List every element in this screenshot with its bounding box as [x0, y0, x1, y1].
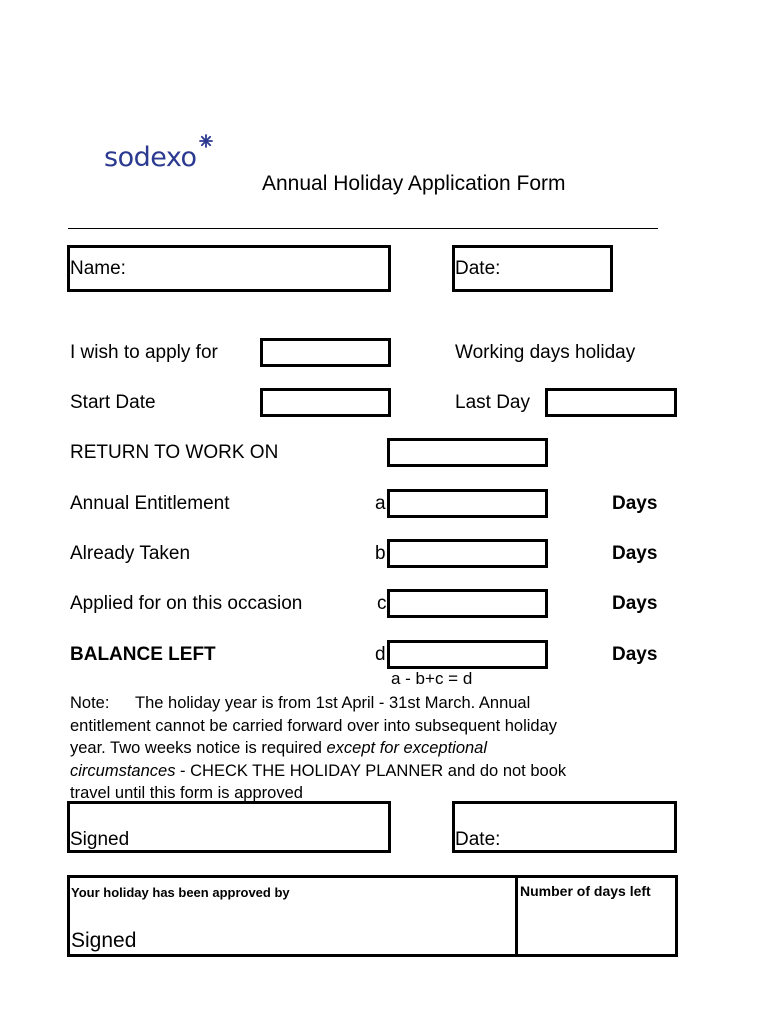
- letter-c: c: [377, 593, 387, 614]
- applied-for-input[interactable]: [387, 589, 548, 618]
- return-date-input[interactable]: [387, 438, 548, 467]
- return-to-work-label: RETURN TO WORK ON: [70, 442, 279, 463]
- note-prefix: Note:: [70, 694, 110, 712]
- letter-a: a: [375, 493, 386, 514]
- letter-d: d: [375, 644, 386, 665]
- formula-text: a - b+c = d: [391, 669, 473, 688]
- days-unit-a: Days: [612, 493, 658, 514]
- signature-date-label: Date:: [455, 829, 501, 850]
- name-label: Name:: [70, 258, 126, 279]
- working-days-label: Working days holiday: [455, 342, 636, 363]
- holiday-note: [70, 692, 590, 805]
- days-left-label: Number of days left: [520, 883, 651, 899]
- form-title: Annual Holiday Application Form: [262, 172, 566, 195]
- approval-divider: [515, 875, 518, 957]
- days-unit-d: Days: [612, 644, 658, 665]
- balance-left-input[interactable]: [387, 640, 548, 669]
- approved-by-label: Your holiday has been approved by: [71, 885, 290, 900]
- balance-left-label: BALANCE LEFT: [70, 644, 216, 665]
- last-day-input[interactable]: [545, 388, 677, 417]
- note-text-1: The holiday year is from 1st April - 31st March. Annual entitlement cannot be carried forward over into subsequent holiday year. Two weeks notice is required: [70, 694, 558, 757]
- days-unit-c: Days: [612, 593, 658, 614]
- note-text-2: - CHECK THE HOLIDAY PLANNER and do not book travel until this form is approved: [70, 761, 567, 802]
- letter-b: b: [375, 543, 386, 564]
- last-day-label: Last Day: [455, 392, 530, 413]
- signed-label: Signed: [70, 829, 130, 850]
- annual-entitlement-label: Annual Entitlement: [70, 493, 230, 514]
- already-taken-label: Already Taken: [70, 543, 191, 564]
- date-label: Date:: [455, 258, 501, 279]
- start-date-label: Start Date: [70, 392, 156, 413]
- applied-for-label: Applied for on this occasion: [70, 593, 303, 614]
- approval-signed-label: Signed: [71, 929, 137, 952]
- start-date-input[interactable]: [260, 388, 391, 417]
- note-italic: except for exceptional circumstances: [70, 739, 488, 780]
- annual-entitlement-input[interactable]: [387, 489, 548, 518]
- header-divider: [68, 228, 658, 229]
- apply-for-label: I wish to apply for: [70, 342, 218, 363]
- days-unit-b: Days: [612, 543, 658, 564]
- apply-days-input[interactable]: [260, 338, 391, 367]
- already-taken-input[interactable]: [387, 539, 548, 568]
- logo-text: sodexo: [104, 142, 197, 173]
- sodexo-logo: [100, 134, 230, 174]
- star-icon: [199, 134, 213, 148]
